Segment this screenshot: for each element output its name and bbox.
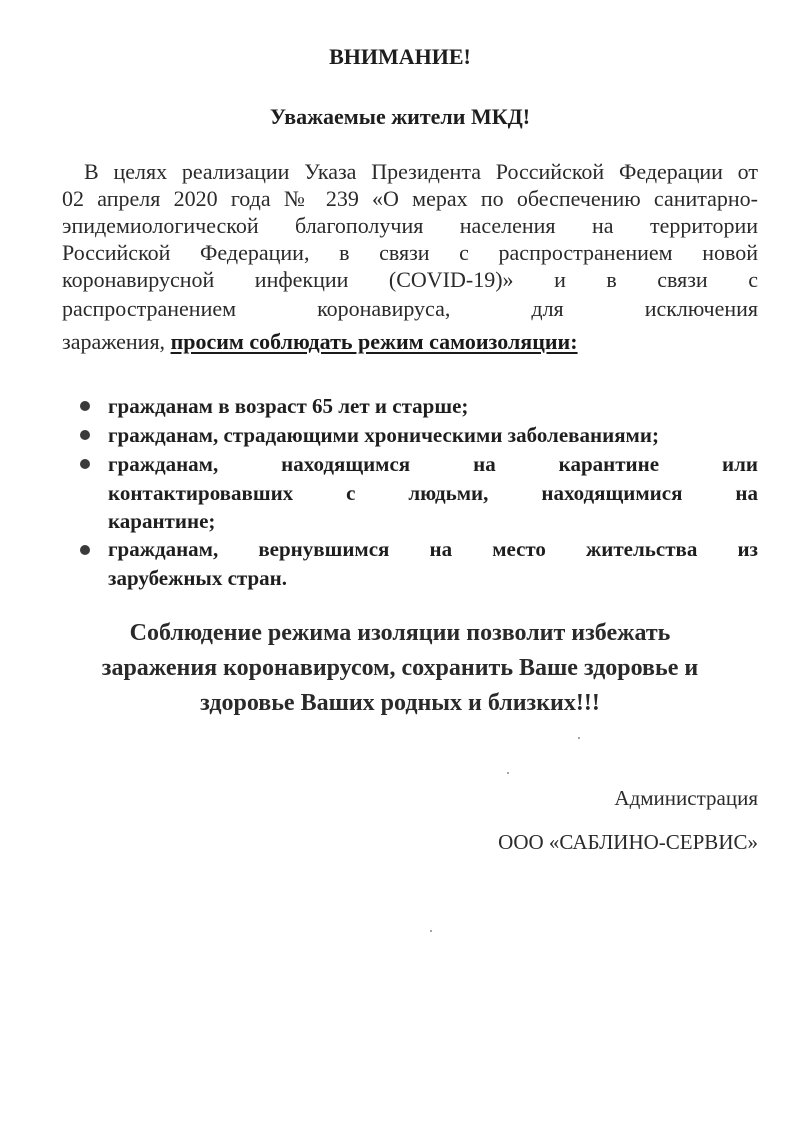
body-line: В целях реализации Указа Президента Российской Федерации от (84, 159, 758, 184)
closing-line: заражения коронавирусом, сохранить Ваше здоровье и (101, 655, 699, 681)
greeting: Уважаемые жители МКД! (269, 104, 531, 129)
list-item-line: гражданам, страдающими хроническими заболеваниями; (108, 423, 659, 447)
list-item-line: гражданам, находящимся на карантине или (108, 452, 758, 476)
signature-company: ООО «САБЛИНО-СЕРВИС» (498, 830, 758, 854)
bullet-icon (80, 401, 90, 411)
list-item-line: гражданам, вернувшимся на место жительства из (108, 537, 758, 561)
bullet-icon (80, 545, 90, 555)
document-title: ВНИМАНИЕ! (329, 44, 471, 69)
body-line: 02 апреля 2020 года № 239 «О мерах по обеспечению санитарно- (62, 186, 758, 211)
scan-speck (430, 930, 432, 932)
list-item-line: контактировавших с людьми, находящимися на (108, 481, 758, 505)
list-item-line: гражданам в возраст 65 лет и старше; (108, 394, 469, 418)
body-line: Российской Федерации, в связи с распространением новой (62, 240, 758, 265)
self-isolation-emphasis: просим соблюдать режим самоизоляции: (170, 329, 578, 354)
body-line: коронавирусной инфекции (COVID-19)» и в связи с (62, 267, 758, 292)
signature-administration: Администрация (614, 786, 758, 810)
body-line: эпидемиологической благополучия населения на территории (62, 213, 758, 238)
body-line: распространением коронавируса, для исключения (62, 296, 758, 321)
list-item-line: зарубежных стран. (108, 566, 288, 590)
body-line-prefix: заражения, (62, 329, 171, 354)
closing-line: Соблюдение режима изоляции позволит избежать (129, 620, 671, 646)
list-item-line: карантине; (108, 509, 216, 533)
scan-speck (578, 737, 580, 739)
scan-speck (507, 772, 509, 774)
closing-line: здоровье Ваших родных и близких!!! (200, 690, 600, 716)
bullet-icon (80, 430, 90, 440)
bullet-icon (80, 459, 90, 469)
body-line (62, 330, 758, 354)
